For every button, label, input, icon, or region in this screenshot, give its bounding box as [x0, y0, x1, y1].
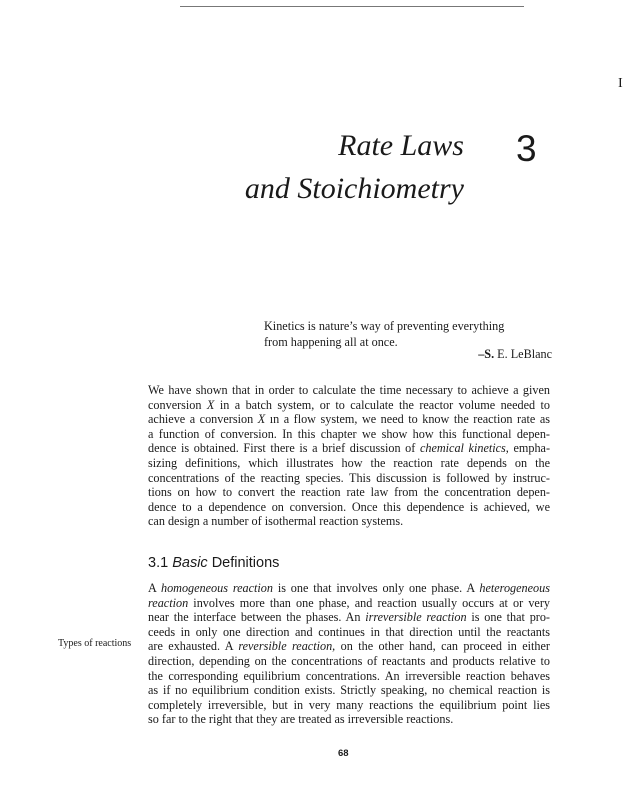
intro-paragraph — [148, 383, 550, 529]
text-line: ceeds in only one direction and continues in that direction until the reactants — [148, 624, 550, 639]
epigraph-attr-name: E. LeBlanc — [497, 347, 552, 361]
text-line: A homogeneous reaction is one that involves only one phase. A heterogeneous — [148, 581, 550, 595]
margin-note: Types of reactions — [58, 638, 132, 649]
epigraph-attribution — [264, 347, 552, 362]
text-line: reaction involves more than one phase, and reaction usually occurs at or very — [148, 595, 550, 610]
section-title-italic: Basic — [172, 555, 208, 571]
epigraph-line2: from happening all at once. — [264, 335, 398, 349]
chapter-title-line1: Rate Laws — [338, 129, 464, 162]
italic-term: X — [257, 412, 266, 427]
epigraph-line1: Kinetics is nature’s way of preventing everything — [264, 319, 505, 333]
italic-term: reversible reaction, — [238, 639, 336, 654]
chapter-title-line2: and Stoichiometry — [244, 172, 464, 205]
text-line: dence is obtained. First there is a brief discussion of chemical kinetics, empha- — [148, 441, 551, 456]
section-number: 3.1 — [148, 555, 169, 571]
page-number: 68 — [338, 748, 349, 759]
text-line: We have shown that in order to calculate the time necessary to achieve a given — [148, 383, 550, 397]
italic-term: homogeneous reaction — [160, 581, 273, 595]
text-line: dence to a dependence on conversion. Once this dependence is achieved, we — [148, 499, 550, 514]
italic-term: reaction — [148, 595, 189, 610]
text-line: conversion X in a batch system, or to calculate the reactor volume needed to — [148, 397, 550, 412]
text-line: achieve a conversion X ın a flow system, we need to know the reaction rate as — [148, 412, 550, 427]
edge-mark: I — [618, 76, 623, 91]
top-rule — [180, 6, 524, 7]
italic-term: chemical kinetics, — [419, 441, 509, 456]
text-line: concentrations of the reacting species. This discussion is followed by instruc- — [148, 470, 550, 485]
section-heading — [148, 555, 279, 571]
epigraph-attr-prefix: –S. — [478, 347, 495, 361]
text-line: completely irreversible, but in very many reactions the equilibrium point lies — [148, 697, 550, 712]
section-title-rest: Definitions — [207, 555, 280, 571]
text-line: can design a number of isothermal reaction systems. — [148, 514, 404, 529]
italic-term: irreversible reaction — [365, 610, 467, 625]
text-line: are exhausted. A reversible reaction, on the other hand, can proceed in either — [148, 639, 550, 654]
text-line: tions on how to convert the reaction rate law from the concentration depen- — [148, 485, 550, 500]
text-line: so far to the right that they are treated as irreversible reactions. — [148, 712, 454, 727]
text-line: direction, depending on the concentrations of reactants and products relative to — [148, 653, 550, 668]
italic-term: X — [206, 397, 215, 412]
chapter-number: 3 — [516, 128, 537, 169]
text-line: near the interface between the phases. An irreversible reaction is one that pro- — [148, 610, 550, 625]
text-line: a function of conversion. In this chapter we show how this functional depen- — [148, 426, 550, 441]
chapter-title — [245, 124, 464, 210]
epigraph — [264, 318, 554, 350]
text-line: the corresponding equilibrium concentrations. An irreversible reaction behaves — [148, 668, 550, 683]
text-line: sizing definitions, which illustrates how the reaction rate depends on the — [148, 455, 550, 470]
definitions-paragraph — [148, 581, 550, 727]
text-line: as if no equilibrium condition exists. Strictly speaking, no chemical reaction is — [148, 683, 550, 698]
italic-term: heterogeneous — [479, 581, 550, 595]
